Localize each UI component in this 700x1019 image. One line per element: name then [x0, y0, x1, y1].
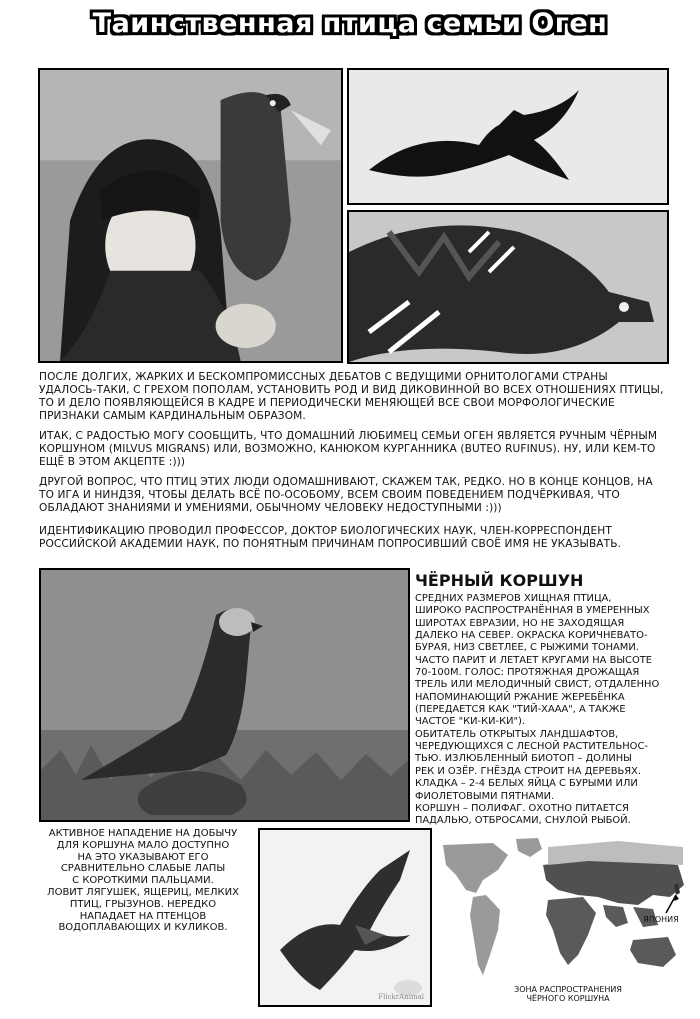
species-description-line: 70-100М. ГОЛОС: ПРОТЯЖНАЯ ДРОЖАЩАЯ	[415, 667, 640, 679]
species-heading: ЧЁРНЫЙ КОРШУН	[415, 571, 584, 590]
species-description-line: ПАДАЛЬЮ, ОТБРОСАМИ, СНУЛОЙ РЫБОЙ.	[415, 815, 631, 827]
page-title: Таинственная птица семьи Оген	[92, 8, 608, 39]
intro-paragraph-1: ПОСЛЕ ДОЛГИХ, ЖАРКИХ И БЕСКОМПРОМИССНЫХ ДЕБАТОВ С ВЕДУЩИМИ ОРНИТОЛОГАМИ СТРАНЫ УДАЛОСЬ-ТАКИ, С ГРЕХОМ ПОПОЛАМ, УСТАНОВИТЬ РОД И ВИД ДИКОВИННОЙ ВО ВСЕХ ОТНОШЕНИЯХ ПТИЦЫ, ТО И ДЕЛО ПОЯВЛЯЮЩЕЙСЯ В КАДРЕ И ПЕРИОДИЧЕСКИ МЕНЯЮЩЕЙ ВСЕ СВОИ МОРФОЛОГИЧЕСКИЕ ПРИЗНАКИ САМЫМ КАРДИНАЛЬНЫМ ОБРАЗОМ.	[39, 371, 664, 422]
photo-kite-perched	[39, 568, 410, 822]
range-caption-line: ЧЁРНОГО КОРШУНА	[526, 994, 610, 1003]
species-description	[415, 593, 695, 828]
manga-panel-bird-silhouette	[347, 68, 669, 205]
hunting-caption-line: ДЛЯ КОРШУНА МАЛО ДОСТУПНО	[56, 839, 230, 851]
hunting-caption-line: СРАВНИТЕЛЬНО СЛАБЫЕ ЛАПЫ	[60, 863, 226, 875]
range-caption	[478, 985, 658, 1003]
species-description-line: СРЕДНИХ РАЗМЕРОВ ХИЩНАЯ ПТИЦА,	[415, 593, 612, 604]
species-description-line: ШИРОТАХ ЕВРАЗИИ, НО НЕ ЗАХОДЯЩАЯ	[415, 617, 625, 629]
hunting-caption-line: АКТИВНОЕ НАПАДЕНИЕ НА ДОБЫЧУ	[48, 828, 238, 839]
intro-paragraph-4: ИДЕНТИФИКАЦИЮ ПРОВОДИЛ ПРОФЕССОР, ДОКТОР БИОЛОГИЧЕСКИХ НАУК, ЧЛЕН-КОРРЕСПОНДЕНТ РОССИЙСКОЙ АКАДЕМИИ НАУК, ПО ПОНЯТНЫМ ПРИЧИНАМ ПОПРОСИВШИЙ СВОЁ ИМЯ НЕ УКАЗЫВАТЬ.	[39, 525, 622, 550]
hunting-caption	[28, 828, 258, 934]
photo-kite-flying	[258, 828, 432, 1007]
species-description-line: ШИРОКО РАСПРОСТРАНЁННАЯ В УМЕРЕННЫХ	[415, 605, 650, 617]
hunting-caption-line: С КОРОТКИМИ ПАЛЬЦАМИ.	[72, 875, 214, 887]
hunting-caption-line: ЛОВИТ ЛЯГУШЕК, ЯЩЕРИЦ, МЕЛКИХ	[47, 886, 239, 898]
species-description-line: ФИОЛЕТОВЫМИ ПЯТНАМИ.	[415, 790, 555, 802]
species-description-line: ЧАСТО ПАРИТ И ЛЕТАЕТ КРУГАМИ НА ВЫСОТЕ	[415, 654, 652, 666]
species-description-line: ТРЕЛЬ ИЛИ МЕЛОДИЧНЫЙ СВИСТ, ОТДАЛЕННО	[415, 679, 660, 691]
intro-paragraph-2: ИТАК, С РАДОСТЬЮ МОГУ СООБЩИТЬ, ЧТО ДОМАШНИЙ ЛЮБИМЕЦ СЕМЬИ ОГЕН ЯВЛЯЕТСЯ РУЧНЫМ ЧЁРНЫМ КОРШУНОМ (MILVUS MIGRANS) ИЛИ, ВОЗМОЖНО, КАНЮКОМ КУРГАННИКА (BUTEO RUFINUS). НУ, ИЛИ КЕМ-ТО ЕЩЁ В ЭТОМ АКЦЕПТЕ :)))	[39, 430, 658, 468]
species-description-line: ДАЛЕКО НА СЕВЕР. ОКРАСКА КОРИЧНЕВАТО-	[415, 630, 648, 642]
hunting-caption-line: НА ЭТО УКАЗЫВАЮТ ЕГО	[77, 851, 209, 863]
photo-watermark: FlickrAnimal	[378, 993, 424, 1001]
range-caption-line: ЗОНА РАСПРОСТРАНЕНИЯ	[514, 985, 622, 994]
species-description-line: ТЬЮ. ИЗЛЮБЛЕННЫЙ БИОТОП – ДОЛИНЫ	[415, 753, 632, 765]
hunting-caption-line: НАПАДАЕТ НА ПТЕНЦОВ	[79, 910, 207, 922]
species-description-line: РЕК И ОЗЁР. ГНЁЗДА СТРОИТ НА ДЕРЕВЬЯХ.	[415, 765, 642, 777]
range-map	[438, 835, 688, 1013]
species-description-line: КЛАДКА – 2-4 БЕЛЫХ ЯЙЦА С БУРЫМИ ИЛИ	[415, 778, 638, 790]
species-description-line: НАПОМИНАЮЩИЙ РЖАНИЕ ЖЕРЕБЁНКА	[415, 691, 625, 703]
intro-paragraph-3: ДРУГОЙ ВОПРОС, ЧТО ПТИЦ ЭТИХ ЛЮДИ ОДОМАШНИВАЮТ, СКАЖЕМ ТАК, РЕДКО. НО В КОНЦЕ КОНЦОВ, НА ТО ИГА И НИНДЗЯ, ЧТОБЫ ДЕЛАТЬ ВСЁ ПО-ОСОБОМУ, ВСЕМ СВОИМ ПОВЕДЕНИЕМ ПОДЧЁРКИВАЯ, ЧТО ОБЛАДАЮТ ЗНАНИЯМИ И УМЕНИЯМИ, ОБЫЧНОМУ ЧЕЛОВЕКУ НЕДОСТУПНЫМИ :)))	[39, 476, 653, 514]
species-description-line: ОБИТАТЕЛЬ ОТКРЫТЫХ ЛАНДШАФТОВ,	[415, 728, 619, 740]
species-description-line: КОРШУН – ПОЛИФАГ. ОХОТНО ПИТАЕТСЯ	[415, 802, 629, 814]
species-description-line: ЧАСТОЕ "КИ-КИ-КИ").	[415, 716, 525, 728]
manga-panel-girl-with-kite	[38, 68, 343, 363]
manga-panel-bird-attack	[347, 210, 669, 364]
species-description-line: ЧЕРЕДУЮЩИХСЯ С ЛЕСНОЙ РАСТИТЕЛЬНОС-	[415, 741, 648, 753]
species-description-line: (ПЕРЕДАЕТСЯ КАК "ТИЙ-ХААА", А ТАКЖЕ	[415, 704, 626, 716]
hunting-caption-line: ВОДОПЛАВАЮЩИХ И КУЛИКОВ.	[58, 922, 228, 934]
species-description-line: БУРАЯ, НИЗ СВЕТЛЕЕ, С РЫЖИМИ ТОНАМИ.	[415, 642, 639, 654]
japan-label: ЯПОНИЯ	[643, 915, 679, 924]
hunting-caption-line: ПТИЦ, ГРЫЗУНОВ. НЕРЕДКО	[69, 898, 217, 910]
